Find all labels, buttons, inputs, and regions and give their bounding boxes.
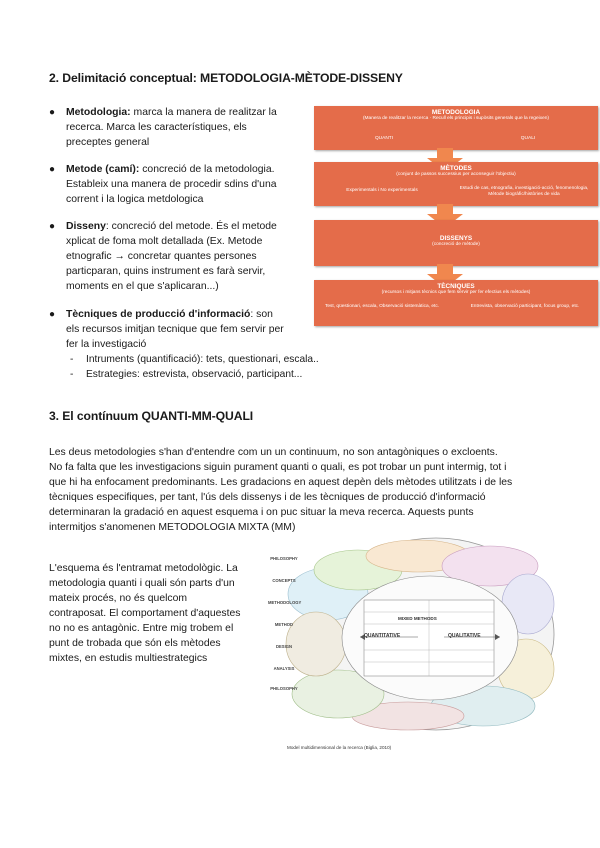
flow-box-left: Test, qüestionari, escala, Observació sistemàtica, etc. [324,304,440,309]
model-label: DESIGN [275,644,293,649]
subitem-estrategies: Estrategies: estrevista, observació, participant... [86,369,303,380]
bullet-tecniques [66,307,298,352]
paragraph-line: punt de trobada que són els mètodes [49,638,221,649]
bullet-line: particparan, quins instrument es farà servir, [66,266,266,277]
paragraph-line: no no es antagònic. Entre mig trobem el [49,623,234,634]
bullet-line: corrent i la logica metdologica [66,194,204,205]
flow-box-title: TÈCNIQUES [437,283,475,290]
flow-box-title: DISSENYS [439,235,473,242]
bullet-line: fer la investigació [66,339,147,350]
bullet-dot-icon: ● [49,221,56,232]
flow-box-right: Entrevista, observació participant, focus group, etc. [470,304,580,309]
subitem-instruments: Intruments (quantificació): tets, questionari, escala.. [86,354,319,365]
model-label: METHOD [274,622,294,627]
bullet-line: preceptes general [66,137,150,148]
flow-box-right: Estudi de cas, etnografia, investigació-acció, fenomenologia, Mètode biogràfic/històries de vida [459,186,589,197]
paragraph-line: metodologia quanti i quali són parts d'un [49,578,235,589]
model-left-labels [268,556,300,692]
bullet-disseny [66,219,291,294]
bullet-line: recerca. Marca les característiques, els [66,122,247,133]
flow-box-subtitle: (conjunt de passos successius per aconseguir l'objectiu) [396,172,516,177]
subitem-dash: - [70,369,74,380]
section-2-title: 2. Delimitació conceptual: METODOLOGIA-MÈTODE-DISSENY [49,71,403,85]
model-mixed-label: MIXED METHODS [398,616,437,621]
flow-box-dissenys [314,220,598,266]
flow-box-left: QUANTI [374,136,394,141]
multidimensional-model-figure [268,534,558,734]
bullet-line: moments en el que s'aplicaran...) [66,281,219,292]
model-label: CONCEPTS [272,578,296,583]
paragraph-line: No fa falta que les investigacions siguin purament quanti o quali, es pot trobar un punt intermig, tot i [49,462,507,473]
model-label: ANALYSIS [273,666,295,671]
paragraph-line: L'esquema és l'entramat metodològic. La [49,563,238,574]
paragraph-line: mateix procés, no és quelcom [49,593,188,604]
bullet-text: : son [250,309,273,320]
flow-box-metodologia [314,106,598,150]
bullet-term: Disseny [66,221,106,232]
bullet-text: : concreció del metode. És el metode [105,221,277,232]
flow-box-right: QUALI [520,136,536,141]
bullet-term: Metode (camí): [66,164,140,175]
bullet-term: Metodologia: [66,107,131,118]
subitem-dash: - [70,354,74,365]
flow-box-subtitle: (concreció de mètode) [432,242,480,247]
bullet-term: Tècniques de producció d'informació [66,309,251,320]
flow-box-title: MÈTODES [440,165,472,172]
model-qualitative-label: QUALITATIVE [448,633,481,639]
figure-caption: Model multidimensional de la recerca (Biglia, 2010) [287,745,392,750]
bullet-line: els recursos imitjan tecnique que fem servir per [66,324,284,335]
model-label: PHILOSOPHY [270,556,298,561]
bullet-dot-icon: ● [49,164,56,175]
bullet-line: etnografic → concretar quantes persones [66,251,257,262]
model-label: METHODOLOGY [268,600,302,605]
bullet-text: concreció de la metodologia. [139,164,275,175]
section-3-title: 3. El contínuum QUANTI-MM-QUALI [49,409,254,423]
bullet-line: Estableix una manera de procedir sdins d'una [66,179,277,190]
model-quantitative-label: QUANTITATIVE [364,633,401,639]
schema-description [49,561,259,666]
paragraph-line: Les deus metodologies s'han d'entendre com un un continuum, no son antagòniques o excloents. [49,447,498,458]
model-label: PHILOSOPHY [270,686,298,691]
flow-box-metodes [314,162,598,206]
bullet-line: xplicat de foma molt detallada (Ex. Metode [66,236,263,247]
bullet-metode [66,162,291,207]
bullet-text: marca la manera de realitzar la [130,107,277,118]
paragraph-line: intermitjos s'anomenen METODOLOGIA MIXTA (MM) [49,522,296,533]
paragraph-line: tècniques especifiques, per tant, l'ús dels dissenys i de les tècniques de producció d'informació [49,492,486,503]
section-3-paragraph [49,445,555,535]
flow-box-left: Experimentals i No experimentals [346,188,418,193]
model-diagram [268,534,558,734]
paragraph-line: contraposat. El comportament d'aquestes [49,608,241,619]
bullet-metodologia [66,105,287,150]
paragraph-line: determinaran la gradació en aquest esquema i on puc situar la meva recerca. Aquests punts [49,507,474,518]
paragraph-line: mixtes, en estudis multiestrategics [49,653,208,664]
bullet-dot-icon: ● [49,107,56,118]
flow-box-title: METODOLOGIA [431,109,481,116]
bullet-dot-icon: ● [49,309,56,320]
flow-box-subtitle: (recursos i mitjans tècnics que fem servir per fer efectius els mètodes) [381,290,531,295]
flow-box-tecniques [314,280,598,326]
flow-box-subtitle: (Manera de realitzar la recerca · Recull els principis i supòsits generals que la regeixen) [362,116,550,121]
paragraph-line: que hi ha enfocament predominants. Les gradacions en aquest depèn dels mètodes utilitzats i de les [49,477,513,488]
